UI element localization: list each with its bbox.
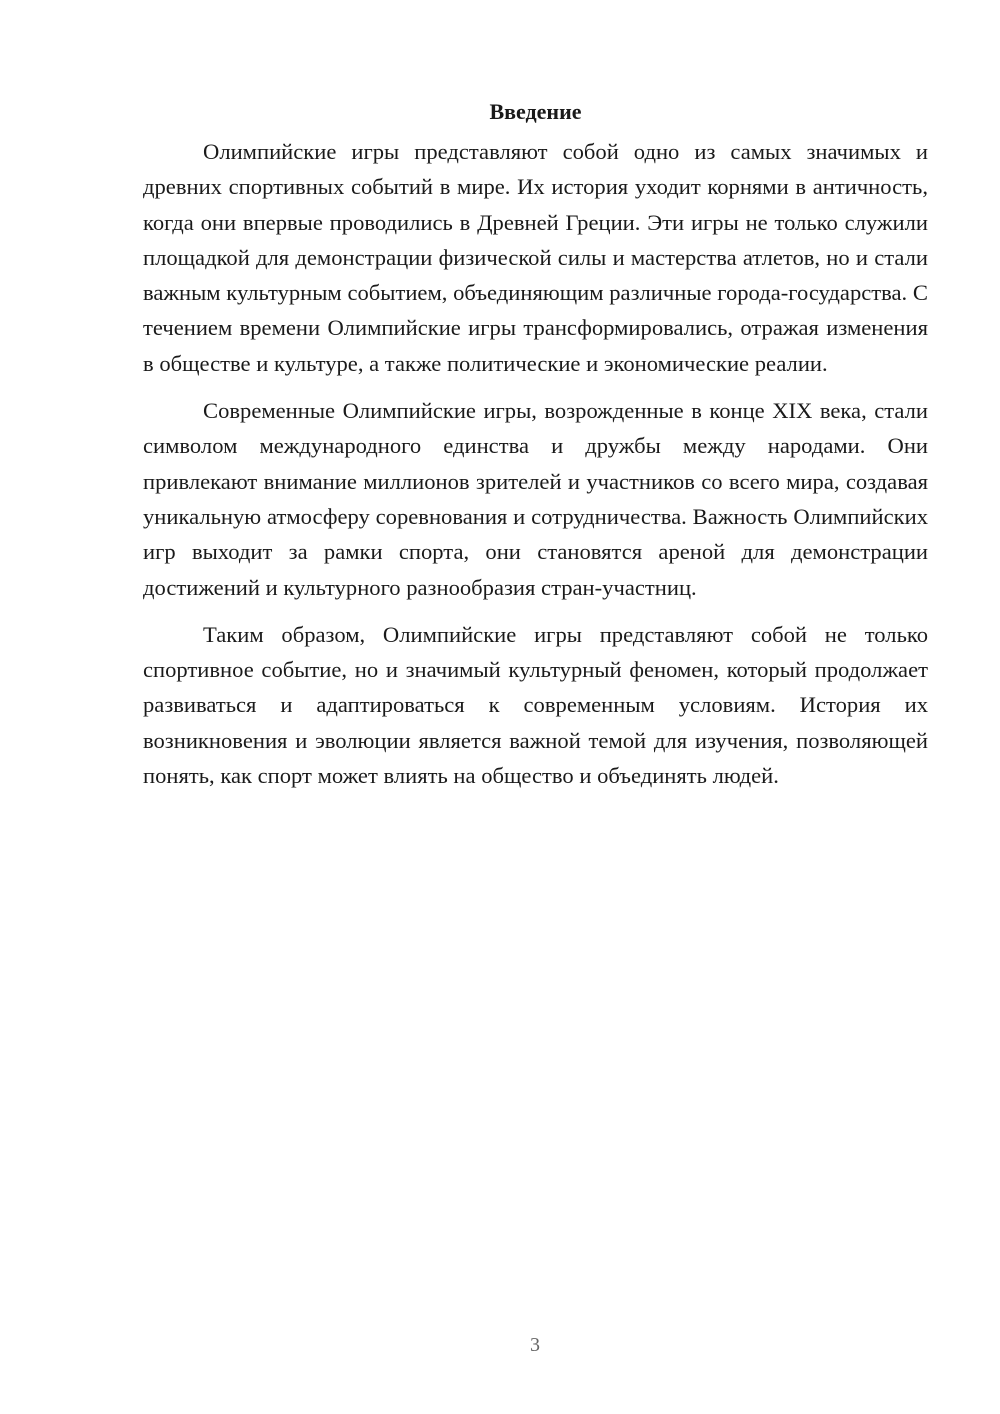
paragraph-2: Современные Олимпийские игры, возрожденные в конце XIX века, стали символом международного единства и дружбы между народами. Они привлекают внимание миллионов зрителей и участников со всего мира, создавая уникальную атмосферу соревнования и сотрудничества. Важность Олимпийских игр выходит за рамки спорта, они становятся ареной для демонстрации достижений и культурного разнообразия стран-участниц. [143,398,928,600]
section-heading: Введение [489,99,582,124]
paragraph-1: Олимпийские игры представляют собой одно из самых значимых и древних спортивных событий в мире. Их история уходит корнями в античность, когда они впервые проводились в Древней Греции. Эти игры не только служили площадкой для демонстрации физической силы и мастерства атлетов, но и стали важным культурным событием, объединяющим различные города-государства. С течением времени Олимпийские игры трансформировались, отражая изменения в обществе и культуре, а также политические и экономические реалии. [143,139,928,376]
paragraph-3: Таким образом, Олимпийские игры представляют собой не только спортивное событие, но и значимый культурный феномен, который продолжает развиваться и адаптироваться к современным условиям. История их возникновения и эволюции является важной темой для изучения, позволяющей понять, как спорт может влиять на общество и объединять людей. [143,621,928,789]
page-content [143,92,928,805]
page-number: 3 [530,1334,540,1356]
